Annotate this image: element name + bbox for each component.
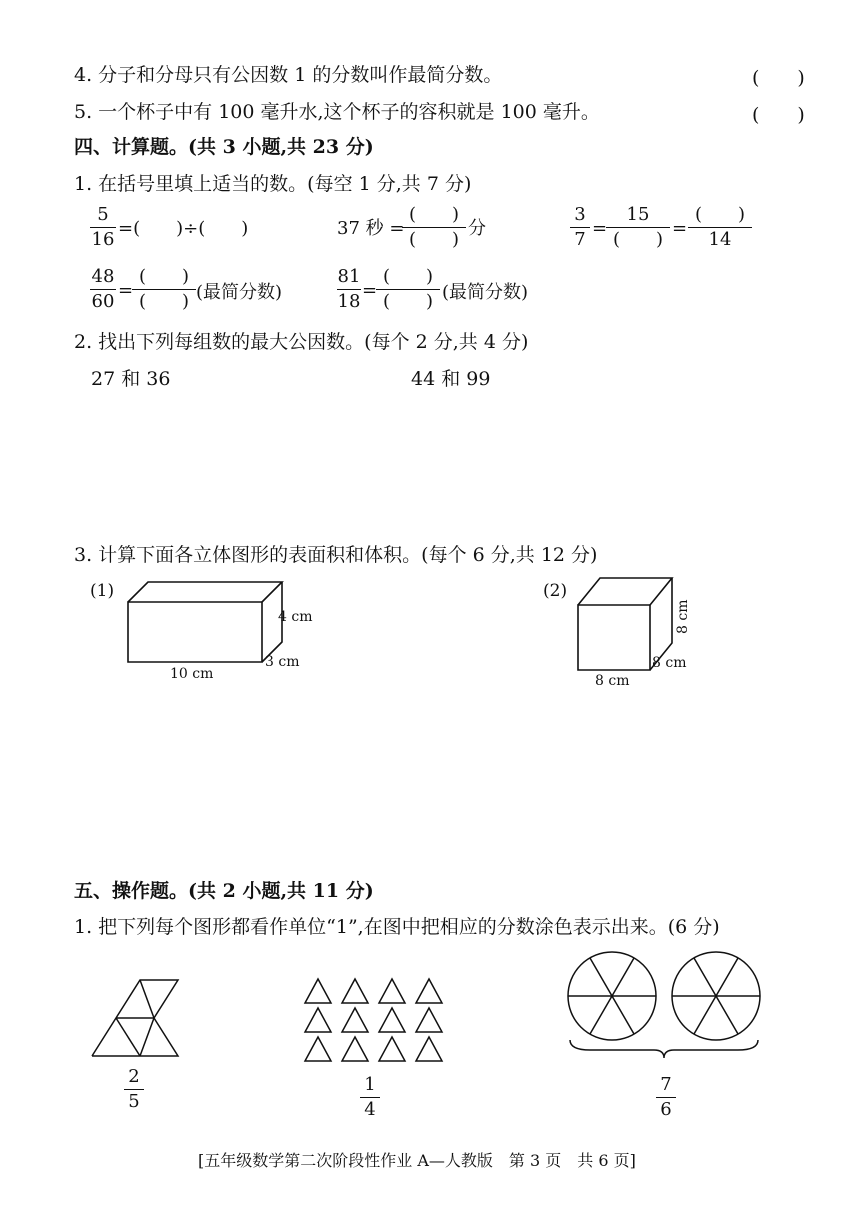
cube-height-label: 8 cm [675, 599, 691, 634]
small-triangle[interactable] [342, 1008, 368, 1032]
judge-item-4: 4. 分子和分母只有公因数 1 的分数叫作最简分数。 [74, 64, 503, 86]
fraction-seconds-to-minutes[interactable]: ( ) ( ) [402, 204, 466, 251]
small-triangle[interactable] [416, 1008, 442, 1032]
q5-1-title: 1. 把下列每个图形都看作单位“1”,在图中把相应的分数涂色表示出来。(6 分) [74, 916, 720, 938]
small-triangle[interactable] [342, 1037, 368, 1061]
judge-item-5: 5. 一个杯子中有 100 毫升水,这个杯子的容积就是 100 毫升。 [74, 101, 600, 123]
cube-depth-label: 8 cm [652, 655, 687, 671]
cuboid-height-label: 4 cm [278, 609, 313, 625]
fraction-7-6: 7 6 [656, 1074, 676, 1121]
fraction-blank-14[interactable]: ( ) 14 [688, 204, 752, 251]
denominator: 16 [91, 229, 115, 250]
answer-paren-4[interactable]: ( ) [752, 67, 805, 89]
small-triangle[interactable] [305, 1008, 331, 1032]
small-triangle[interactable] [305, 1037, 331, 1061]
small-triangle[interactable] [342, 979, 368, 1003]
numerator: 5 [97, 204, 109, 225]
fraction-5-16 [90, 204, 116, 251]
cuboid-shape [128, 582, 282, 662]
fraction-1-4: 1 4 [360, 1074, 380, 1121]
section-5-title: 五、操作题。(共 2 小题,共 11 分) [74, 880, 374, 902]
figure-2-label: (2) [543, 581, 568, 601]
circles-figure[interactable] [560, 950, 770, 1060]
equals-sign: = [592, 218, 608, 239]
small-triangle[interactable] [305, 979, 331, 1003]
q4-1-title: 1. 在括号里填上适当的数。(每空 1 分,共 7 分) [74, 173, 472, 195]
equals-sign: = [118, 280, 134, 301]
small-triangle[interactable] [416, 1037, 442, 1061]
fraction-81-18: 81 18 [337, 266, 361, 312]
fraction-48-60: 48 60 [91, 266, 115, 312]
cuboid-figure [80, 570, 380, 690]
gcd-pair-a: 27 和 36 [91, 368, 171, 390]
triangle-grid-figure[interactable] [86, 978, 186, 1060]
minutes-suffix: 分 [468, 218, 486, 239]
answer-paren-5[interactable]: ( ) [752, 104, 805, 126]
cuboid-depth-label: 3 cm [265, 654, 300, 670]
cube-width-label: 8 cm [595, 673, 630, 689]
brace [570, 1040, 758, 1058]
equals-sign: = [362, 280, 378, 301]
fraction-simplest-81-18[interactable]: ( ) ( ) [376, 266, 440, 313]
fraction-simplest-48-60[interactable]: ( ) ( ) [132, 266, 196, 313]
small-triangles-figure[interactable] [300, 977, 445, 1063]
small-triangle[interactable] [416, 979, 442, 1003]
fill-blank-division[interactable]: =( )÷( ) [118, 218, 249, 239]
cuboid-width-label: 10 cm [170, 666, 214, 682]
fraction-2-5: 2 5 [124, 1066, 144, 1113]
small-triangle[interactable] [379, 979, 405, 1003]
small-triangle[interactable] [379, 1037, 405, 1061]
gcd-pair-b: 44 和 99 [411, 368, 491, 390]
section-4-title: 四、计算题。(共 3 小题,共 23 分) [74, 136, 374, 158]
simplest-note: (最简分数) [196, 282, 283, 303]
figure-1-label: (1) [90, 581, 115, 601]
page-footer: [五年级数学第二次阶段性作业 A—人教版 第 3 页 共 6 页] [198, 1151, 636, 1170]
small-triangle[interactable] [379, 1008, 405, 1032]
q4-2-title: 2. 找出下列每组数的最大公因数。(每个 2 分,共 4 分) [74, 331, 529, 353]
cube-figure [535, 570, 735, 695]
fraction-15-blank[interactable]: 15 ( ) [606, 204, 670, 251]
simplest-note: (最简分数) [442, 282, 529, 303]
equals-sign: = [672, 218, 688, 239]
q4-3-title: 3. 计算下面各立体图形的表面积和体积。(每个 6 分,共 12 分) [74, 544, 598, 566]
fraction-3-7: 3 7 [570, 204, 590, 251]
seconds-prefix: 37 秒 = [337, 218, 405, 239]
